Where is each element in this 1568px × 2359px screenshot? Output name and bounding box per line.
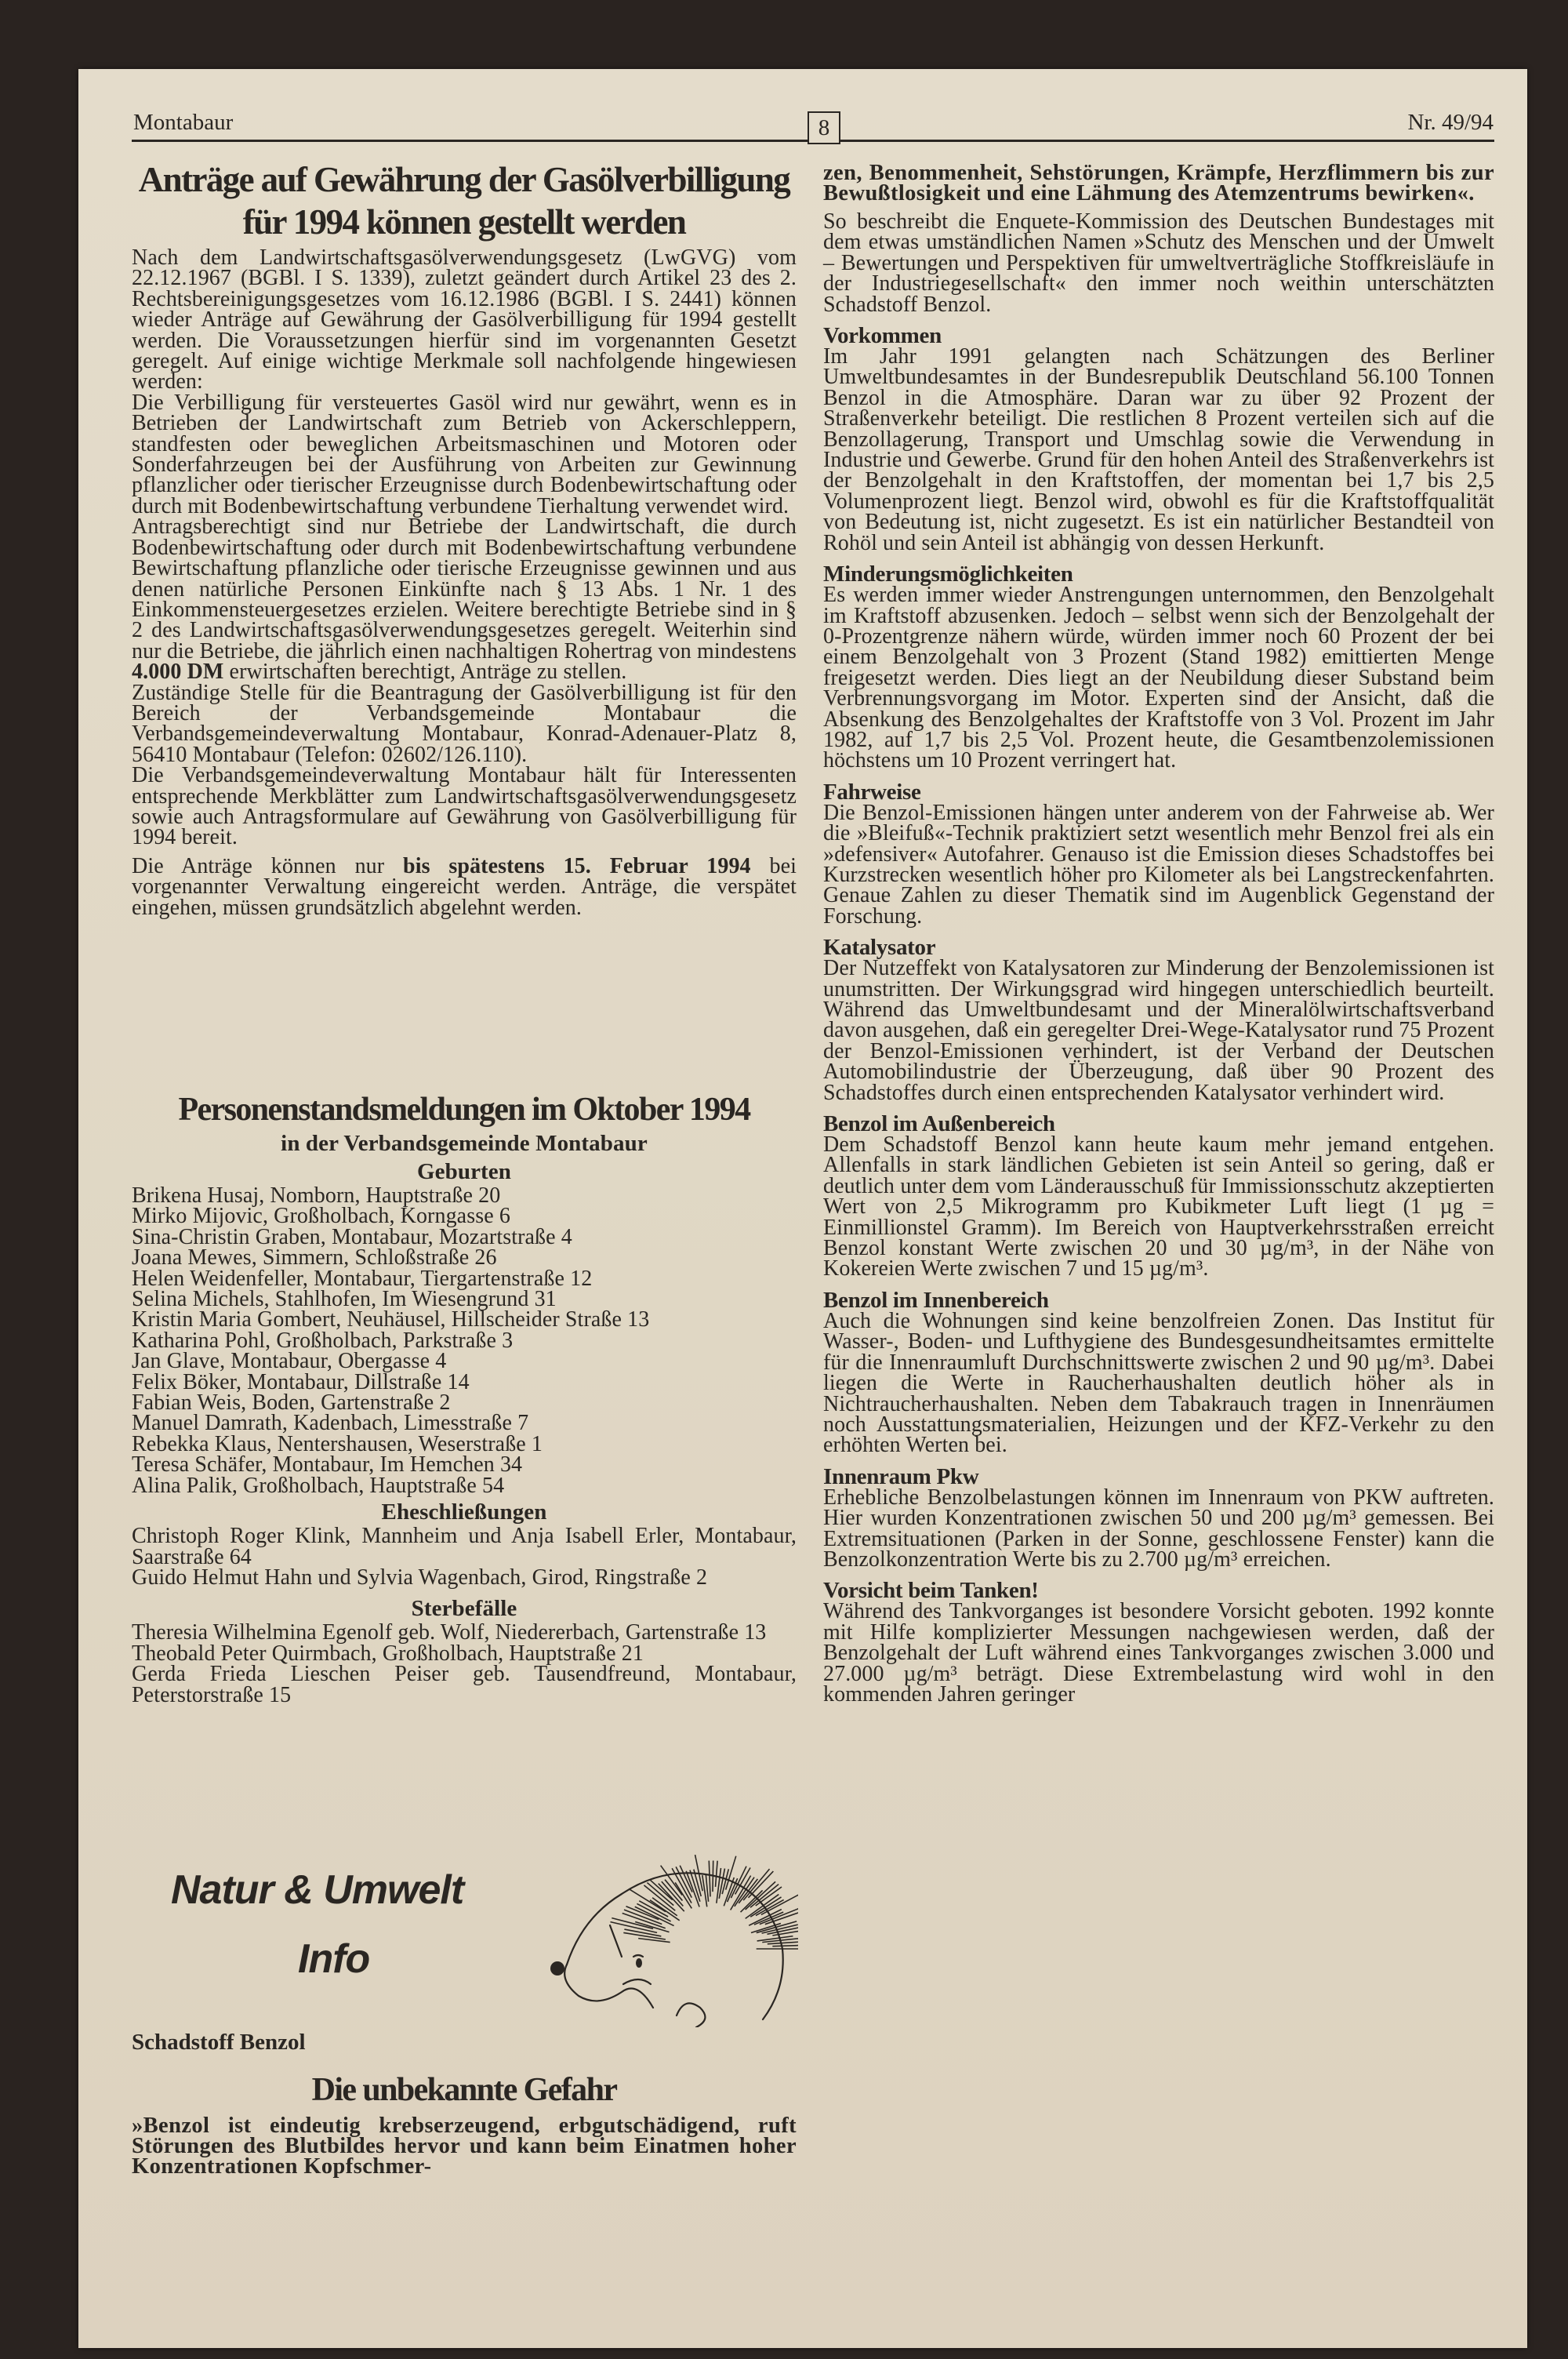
headline-line-2: für 1994 können gestellt werden [242,202,686,242]
hedgehog-spine [716,1861,718,1887]
section-heading: Minderungsmöglichkeiten [823,562,1073,587]
paragraph [132,853,797,920]
birth-entry: Fabian Weis, Boden, Gartenstraße 2 [132,1390,451,1416]
hedgehog-spine [748,1871,773,1898]
bold-amount: 4.000 DM [132,660,224,685]
section-heading: Innenraum Pkw [823,1463,979,1489]
birth-entry: Brikena Husaj, Nomborn, Hauptstraße 20 [132,1183,501,1208]
section-paragraph: Auch die Wohnungen sind keine benzolfreien Zonen. Das Institut für Wasser-, Boden- und Lufthygiene des Bundesgesundheitsamtes ermittelte für die Innenraumluft Durchschnittswerte zwischen 2 und 90 µg/m³. Dabei liegen die Werte in Raucherhaushalten deutlich höher als in Nichtraucherhaushalten. Neben dem Tabakrauch tragen in Innenräumen noch Ausstattungsmaterialien, Heizungen und der KFZ-Verkehr zu den erhöhten Werten bei. [823,1308,1494,1458]
birth-entry: Jan Glave, Montabaur, Obergasse 4 [132,1349,447,1374]
text: Antragsberechtigt sind nur Betriebe der Landwirtschaft, die durch Bodenbewirtschaftung oder durch mit Bodenbewirtschaftung verbundene Bewirtschaftung pflanzliche oder tierische Erzeugnisse gewinnen und aus denen natürliche Personen Einkünfte nach § 13 Abs. 1 Nr. 1 des Einkommensteuergesetzes erzielen. Weitere berechtigte Betriebe sind in § 2 des Landwirtschaftsgasölverwendungsgesetzes geregelt. Weiterhin sind nur die Betriebe, die jährlich einen nachhaltigen Rohertrag von mindestens [132,514,797,663]
intro-paragraph: So beschreibt die Enquete-Kommission des Deutschen Bundestages mit dem etwas umständlichen Namen »Schutz des Menschen und der Umwelt – Bewertungen und Perspektiven für umweltverträgliche Stoffkreisläufe in der Industriegesellschaft« den immer noch weithin unterschätzten Schadstoff Benzol. [823,209,1494,317]
article-personenstandsmeldungen [132,1092,797,1706]
bold-deadline: bis spätestens 15. Februar 1994 [403,853,751,878]
birth-entry: Teresa Schäfer, Montabaur, Im Hemchen 34 [132,1452,523,1478]
birth-entry: Katharina Pohl, Großholbach, Parkstraße 3 [132,1328,514,1353]
birth-entry: Manuel Damrath, Kadenbach, Limesstraße 7 [132,1411,529,1436]
paragraph: Die Verbilligung für versteuertes Gasöl wird nur gewährt, wenn es in Betrieben der Landwirtschaft zum Betrieb von Ackerschleppern, standfesten oder beweglichen Arbeitsmaschinen und Motoren oder Sonderfahrzeugen bei der Ausführung von Arbeiten zur Gewinnung pflanzlicher oder tierischer Erzeugnisse durch Bodenbewirtschaftung oder durch mit Bodenbewirtschaftung verbundene Tierhaltung verwendet wird. [132,390,797,518]
publisher-name: Montabaur [133,110,234,135]
header-rule-left [132,140,808,142]
marriages-list [132,1526,797,1588]
births-list [132,1183,797,1498]
hedgehog-icon [535,1831,798,2027]
section-paragraph: Dem Schadstoff Benzol kann heute kaum mehr jemand entgehen. Allenfalls in stark ländlichen Gebieten ist sein Anteil so gering, daß er deutlich unter dem vom Länderausschuß für Immissionsschutz akzeptierten Wert von 2,5 Mikrogramm pro Kubikmeter Luft liegt (1 µg = Einmillionstel Gramm). Im Bereich von Hauptverkehrsstraßen erreicht Benzol konstant Werte zwischen 20 und 30 µg/m³, in der Nähe von Kokereien Werte zwischen 7 und 15 µg/m³. [823,1132,1494,1281]
death-entry: Gerda Frieda Lieschen Peiser geb. Tausendfreund, Montabaur, Peterstorstraße 15 [132,1662,797,1707]
section-paragraph: Es werden immer wieder Anstrengungen unternommen, den Benzolgehalt im Kraftstoff abzusenken. Jedoch – selbst wenn sich der Benzolgehalt der 0-Prozentgrenze nähern würde, würden immer noch 60 Prozent der bei einem Benzolgehalt von 3 Prozent (Stand 1982) emittierten Menge freigesetzt werden. Dies liegt an der Neubildung dieser Substand beim Verbrennungsvorgang im Motor. Experten sind der Ansicht, daß die Absenkung des Benzolgehaltes der Kraftstoffe von 3 Vol. Prozent im Jahr 1982, auf 1,7 bis 2,5 Vol. Prozent heute, die Gesamtbenzolemissionen höchstens um 10 Prozent verringert hat. [823,583,1494,773]
paragraph: Die Verbandsgemeindeverwaltung Montabaur hält für Interessenten entsprechende Merkblätter zum Landwirtschaftsgasölverwendungsgesetz sowie auch Antragsformulare auf Gewährung von Gasölverbilligung für 1994 bereit. [132,763,797,850]
birth-entry: Kristin Maria Gombert, Neuhäusel, Hillscheider Straße 13 [132,1307,650,1332]
section-heading: Benzol im Innenbereich [823,1287,1049,1313]
text: erwirtschaften berechtigt, Anträge zu stellen. [223,660,627,685]
lead-quote-part-2: zen, Benommenheit, Sehstörungen, Krämpfe, Herzflimmern bis zur Bewußtlosigkeit und eine Lähmung des Atemzentrums bewirken«. [823,161,1494,205]
birth-entry: Felix Böker, Montabaur, Dillstraße 14 [132,1369,470,1394]
hedgehog-spine [630,1889,666,1912]
natur-umwelt-rubric [132,1866,797,2180]
section-paragraph: Die Benzol-Emissionen hängen unter anderem von der Fahrweise ab. Wer die »Bleifuß«-Technik praktiziert setzt wesentlich mehr Benzol frei als ein »defensiver« Autofahrer. Genauso ist die Emission dieses Schadstoffes bei Kurzstrecken wesentlich höher pro Kilometer als bei Langstreckenfahrten. Genaue Zahlen zu dieser Thematik sind im Augenblick Gegenstand der Forschung. [823,800,1494,929]
page-number: 8 [808,111,840,144]
section-heading: Vorsicht beim Tanken! [823,1578,1039,1604]
section-heading: Benzol im Außenbereich [823,1111,1055,1137]
section-paragraph: Während des Tankvorganges ist besondere Vorsicht geboten. 1992 konnte mit Hilfe komplizierter Messungen nachgewiesen werden, daß der Benzolgehalt der Luft während eines Tankvorganges zwischen 3.000 und 27.000 µg/m³ beträgt. Diese Extrembelastung wird wohl in den kommenden Jahren geringer [823,1599,1494,1707]
headline-line-1: Anträge auf Gewährung der Gasölverbilligung [138,160,790,199]
hedgehog-spine [709,1861,710,1897]
header-rule-right [839,140,1494,142]
article-benzol-continued [823,163,1494,1705]
article-gasoelverbilligung [132,158,797,918]
article-kicker: Schadstoff Benzol [132,2030,306,2055]
issue-number: Nr. 49/94 [1407,110,1494,135]
birth-entry: Joana Mewes, Simmern, Schloßstraße 26 [132,1245,497,1270]
text: bei vorgenannter Verwaltung eingereicht werden. Anträge, die verspätet eingehen, müssen grundsätzlich abgelehnt werden. [132,853,797,920]
article-sections [823,325,1494,1705]
section-heading-deaths: Sterbefälle [411,1596,517,1622]
death-entry: Theobald Peter Quirmbach, Großholbach, Hauptstraße 21 [132,1641,644,1666]
birth-entry: Alina Palik, Großholbach, Hauptstraße 54 [132,1473,505,1498]
marriage-entry: Christoph Roger Klink, Mannheim und Anja Isabell Erler, Montabaur, Saarstraße 64 [132,1524,797,1569]
section-heading-births: Geburten [416,1159,511,1184]
paragraph: Nach dem Landwirtschaftsgasölverwendungsgesetz (LwGVG) vom 22.12.1967 (BGBl. I S. 1339), zuletzt geändert durch Artikel 23 des 2. Rechtsbereinigungsgesetzes vom 16.12.1986 (BGBl. I S. 2441) können wieder Anträge auf Gewährung der Gasölverbilligung für 1994 gestellt werden. Die Voraussetzungen hierfür sind im vorgenannten Gesetzt geregelt. Auf einige wichtige Merkmale soll nachfolgende hingewiesen werden: [132,245,797,394]
birth-entry: Sina-Christin Graben, Montabaur, Mozartstraße 4 [132,1224,572,1249]
section-paragraph: Erhebliche Benzolbelastungen können im Innenraum von PKW auftreten. Hier wurden Konzentrationen zwischen 50 und 200 µg/m³ gemessen. Bei Extremsituationen (Parken in der Sonne, geschlossene Fenster) kann die Benzolkonzentration Werte bis zu 2.700 µg/m³ erreichen. [823,1485,1494,1572]
deaths-list [132,1620,797,1707]
section-paragraph: Der Nutzeffekt von Katalysatoren zur Minderung der Benzolemissionen ist unumstritten. Der Wirkungsgrad wird hingegen unterschiedlich beurteilt. Während das Umweltbundesamt und der Mineralölwirtschaftsverband davon ausgehen, daß ein geregelter Drei-Wege-Katalysator rund 75 Prozent der Benzol-Emissionen verhindert, ist der Verband der Deutschen Automobilindustrie der Überzeugung, daß über 90 Prozent des Schadstoffes durch einen entsprechenden Katalysator verhindert wird. [823,956,1494,1105]
paragraph [132,514,797,685]
text: Die Anträge können nur [132,853,404,878]
article-subtitle: in der Verbandsgemeinde Montabaur [281,1131,648,1156]
birth-entry: Rebekka Klaus, Nentershausen, Weserstraße 1 [132,1431,543,1456]
hedgehog-spine [772,1945,798,1946]
birth-entry: Selina Michels, Stahlhofen, Im Wiesengrund 31 [132,1287,557,1312]
article-headline [132,158,797,243]
hedgehog-spine [676,1866,691,1897]
birth-entry: Mirko Mijovic, Großholbach, Korngasse 6 [132,1204,510,1229]
section-heading-marriages: Eheschließungen [381,1499,547,1525]
death-entry: Theresia Wilhelmina Egenolf geb. Wolf, Niedererbach, Gartenstraße 13 [132,1620,767,1645]
hedgehog-spine [686,1871,699,1907]
section-paragraph: Im Jahr 1991 gelangten nach Schätzungen des Berliner Umweltbundesamtes in der Bundesrepublik Deutschland 56.100 Tonnen Benzol in die Atmosphäre. Daran war zu über 92 Prozent der Straßenverkehr beteiligt. Die restlichen 8 Prozent verteilen sich auf die Benzollagerung, Transport und Umschlag sowie die Verwendung in Industrie und Gewerbe. Grund für den hohen Anteil des Straßenverkehrs ist der Benzolgehalt in den Kraftstoffen, der momentan bei 1,7 bis 2,5 Volumenprozent liegt. Benzol wird, obwohl es für die Kraftstoffqualität von Bedeutung ist, nicht zugesetzt. Es ist ein natürlicher Bestandteil von Rohöl und sein Anteil ist abhängig von dessen Herkunft. [823,344,1494,555]
section-heading: Katalysator [823,935,936,961]
lead-quote-part-1: »Benzol ist eindeutig krebserzeugend, erbgutschädigend, ruft Störungen des Blutbildes hervor und kann beim Einatmen hoher Konzentrationen Kopfschmer- [132,2114,797,2179]
article-headline: Die unbekannte Gefahr [311,2072,617,2108]
paragraph: Zuständige Stelle für die Beantragung der Gasölverbilligung ist für den Bereich der Verbandsgemeinde Montabaur die Verbandsgemeindeverwaltung Montabaur, Konrad-Adenauer-Platz 8, 56410 Montabaur (Telefon: 02602/126.110). [132,680,797,767]
section-heading: Fahrweise [823,779,921,805]
section-heading: Vorkommen [823,323,942,349]
marriage-entry: Guido Helmut Hahn und Sylvia Wagenbach, Girod, Ringstraße 2 [132,1565,708,1590]
rubric-title: Natur & Umwelt [171,1867,464,1913]
birth-entry: Helen Weidenfeller, Montabaur, Tiergartenstraße 12 [132,1266,593,1291]
rubric-title-info: Info [298,1936,370,1982]
article-headline: Personenstandsmeldungen im Oktober 1994 [178,1092,750,1128]
